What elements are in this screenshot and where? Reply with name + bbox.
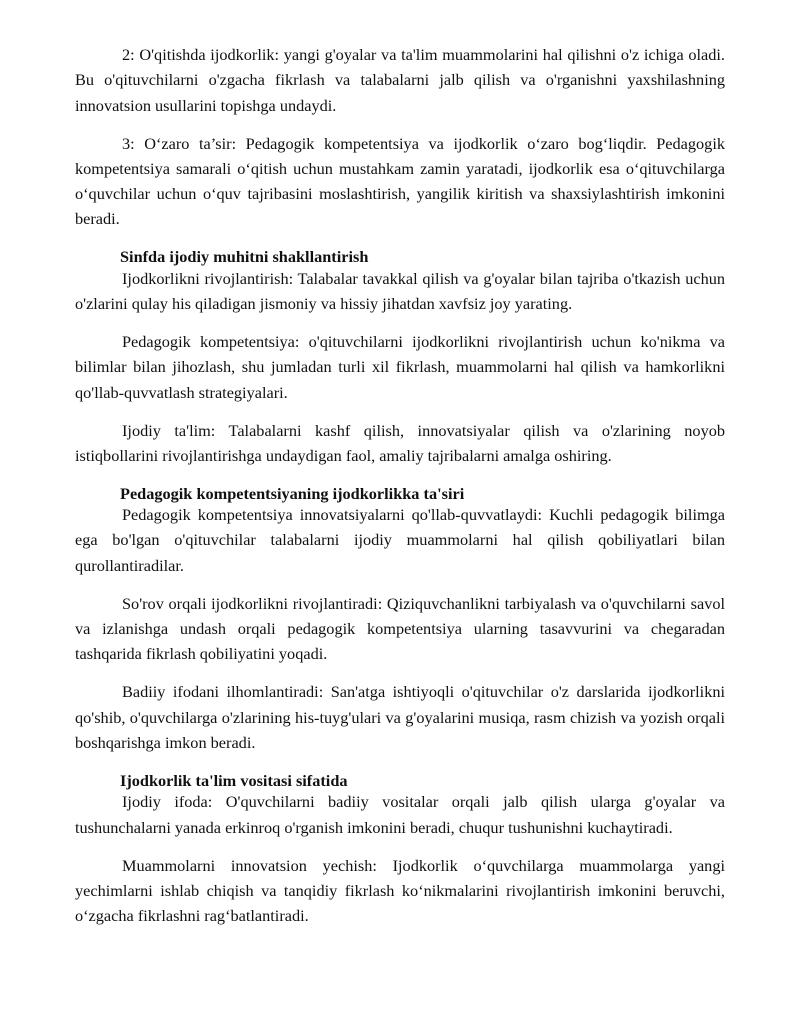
paragraph-creativity-in-teaching: 2: O'qitishda ijodkorlik: yangi g'oyalar va ta'lim muammolarini hal qilishni o'z ichiga oladi. Bu o'qituvchilarni o'zgacha fikrlash va talabalarni jalb qilish va o'rganishni yaxshilashning innovatsion usullarini topishga undaydi.: [75, 45, 725, 115]
section-pedagogical-impact: [75, 481, 725, 755]
paragraph: Pedagogik kompetentsiya: o'qituvchilarni ijodkorlikni rivojlantirish uchun ko'nikma va bilimlar bilan jihozlash, shu jumladan turli xil fikrlash, muammolarni hal qilish va hamkorlikni qo'llab-quvvatlash strategiyalari.: [75, 332, 725, 402]
paragraph: Muammolarni innovatsion yechish: Ijodkorlik o‘quvchilarga muammolarga yangi yechimlarni ishlab chiqish va tanqidiy fikrlash ko‘nikmalarini rivojlantirish imkonini beruvchi, o‘zgacha fikrlashni rag‘batlantiradi.: [75, 855, 725, 926]
section-creative-environment: [75, 244, 725, 468]
document-page: [75, 42, 725, 928]
paragraph: Pedagogik kompetentsiya innovatsiyalarni qo'llab-quvvatlaydi: Kuchli pedagogik bilimga ega bo'lgan o'qituvchilar talabalarni ijodiy muammolarni hal qilish qobiliyatlari bilan qurollantiradilar.: [75, 505, 725, 575]
paragraph: So'rov orqali ijodkorlikni rivojlantiradi: Qiziquvchanlikni tarbiyalash va o'quvchilarni savol va izlanishga undash orqali pedagogik kompetentsiya ularning tasavvurini va chegaradan tashqarida fikrlash qobiliyatini yoqadi.: [75, 593, 725, 664]
paragraph: Ijodkorlikni rivojlantirish: Talabalar tavakkal qilish va g'oyalar bilan tajriba o'tkazish uchun o'zlarini qulay his qiladigan jismoniy va hissiy jihatdan xavfsiz joy yarating.: [75, 268, 725, 314]
paragraph: Ijodiy ta'lim: Talabalarni kashf qilish, innovatsiyalar qilish va o'zlarining noyob istiqbollarini rivojlantirishga undaydigan faol, amaliy tajribalarni amalga oshiring.: [75, 420, 725, 465]
paragraph: Ijodiy ifoda: O'quvchilarni badiiy vositalar orqali jalb qilish ularga g'oyalar va tushunchalarni yanada erkinroq o'rganish imkonini beradi, chuqur tushunishni kuchaytiradi.: [75, 792, 725, 837]
section-heading: Ijodkorlik ta'lim vositasi sifatida: [120, 770, 348, 790]
paragraph: Badiiy ifodani ilhomlantiradi: San'atga ishtiyoqli o'qituvchilar o'z darslarida ijodkorlikni qo'shib, o'quvchilarga o'zlarining his-tuyg'ulari va g'oyalarini musiqa, rasm chizish va yozish orqali boshqarishga imkon beradi.: [75, 682, 725, 752]
section-heading: Sinfda ijodiy muhitni shakllantirish: [120, 247, 369, 267]
section-heading: Pedagogik kompetentsiyaning ijodkorlikka ta'siri: [120, 483, 465, 503]
section-creativity-as-tool: [75, 768, 725, 928]
paragraph-interaction: 3: O‘zaro ta’sir: Pedagogik kompetentsiya va ijodkorlik o‘zaro bog‘liqdir. Pedagogik kompetentsiya samarali o‘qitish uchun mustahkam zamin yaratadi, ijodkorlik esa o‘qituvchilarga o‘quvchilar uchun o‘quv tajribasini moslashtirish, yangilik kiritish va shaxsiylashtirish imkonini beradi.: [75, 133, 725, 229]
